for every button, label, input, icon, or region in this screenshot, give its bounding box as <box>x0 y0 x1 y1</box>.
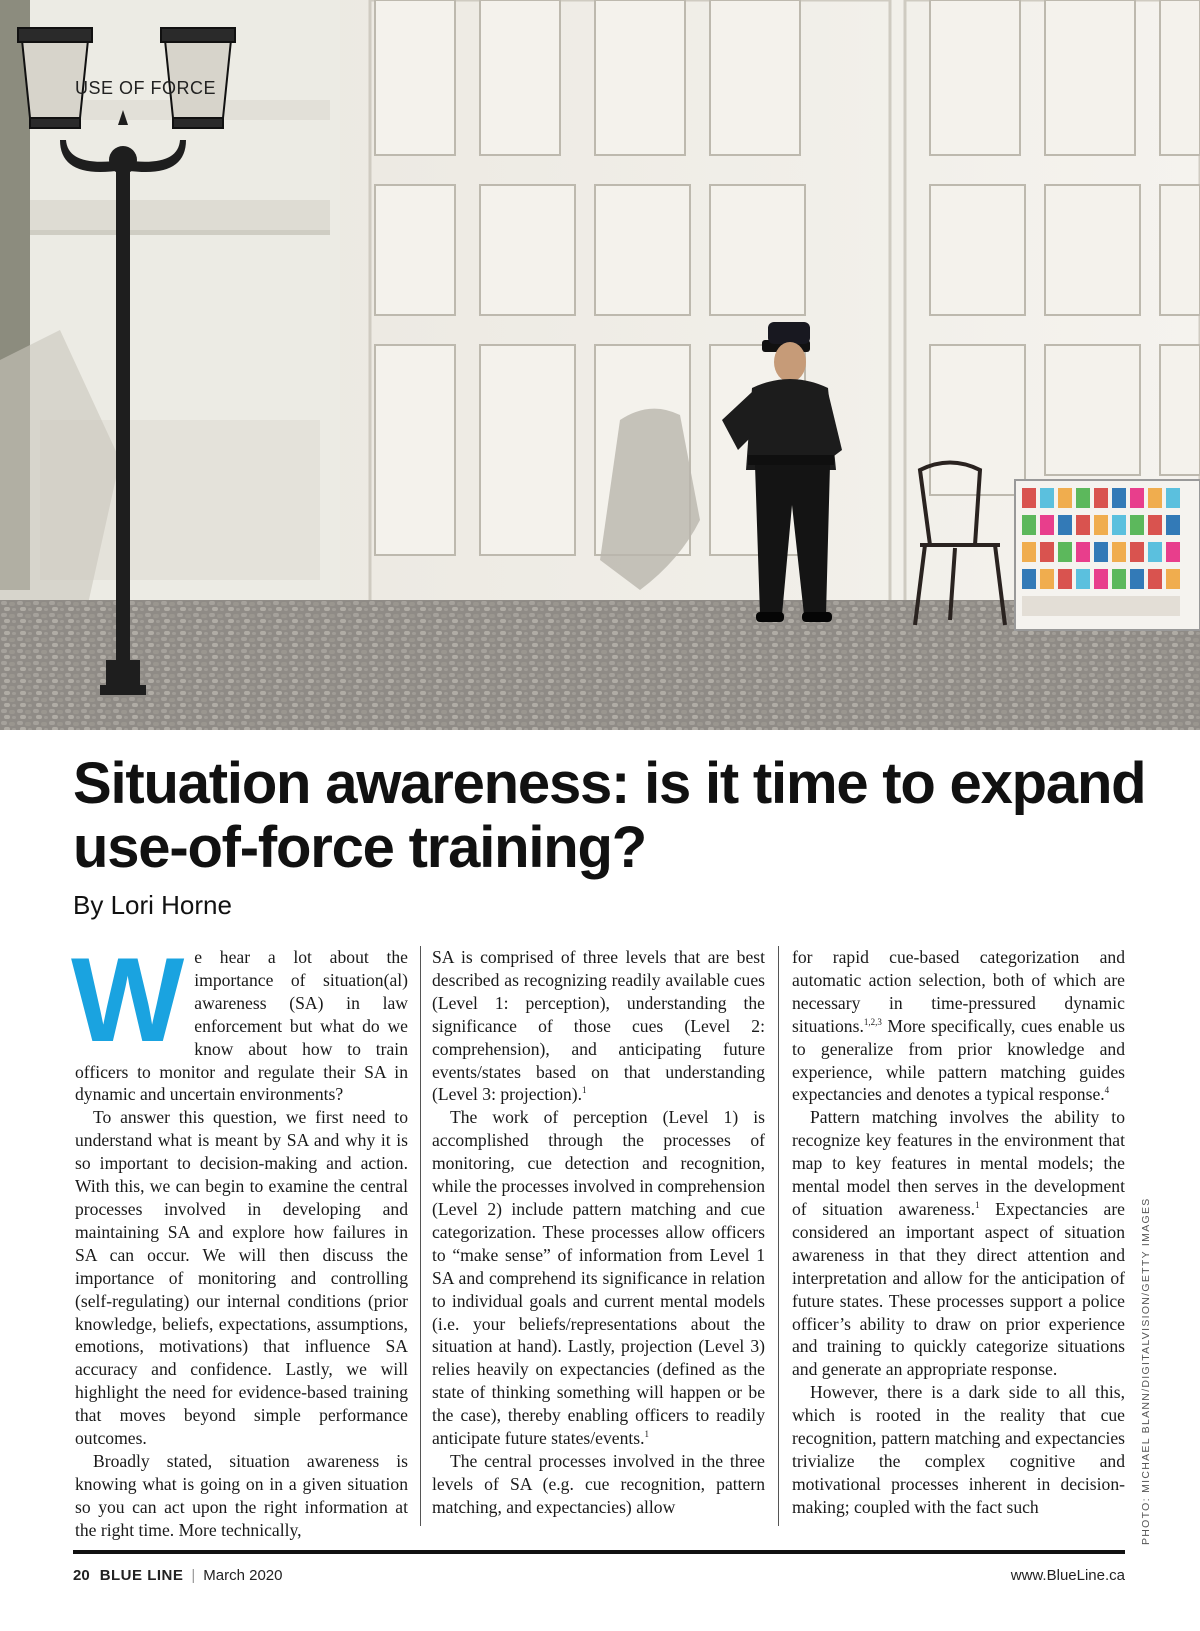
page-number: 20 <box>73 1567 90 1584</box>
column-divider <box>420 946 421 1526</box>
footer-left <box>73 1567 282 1584</box>
footnote-ref: 1,2,3 <box>863 1016 882 1027</box>
paragraph <box>792 1106 1125 1381</box>
paragraph <box>71 933 408 1106</box>
paragraph <box>432 1106 765 1450</box>
byline: By Lori Horne <box>73 890 232 920</box>
column-divider <box>778 946 779 1526</box>
paragraph-text: Pattern matching involves the ability to recognize key features in the environment that map to key features in mental models; the mental model then serves in the development of situation awareness. <box>792 1107 1125 1219</box>
hero-illustration <box>0 0 1200 730</box>
paragraph: Broadly stated, situation awareness is knowing what is going on in a given situation so you can act upon the right information at the right time. More technically, <box>75 1450 408 1540</box>
paragraph-text: SA is comprised of three levels that are best described as recognizing readily available cues (Level 1: perception), understanding the significance of those cues (Level 2: comprehension), and anticipating future events/states based on that understanding (Level 3: projection). <box>432 947 765 1105</box>
paragraph-text: for rapid cue-based categorization and automatic action selection, both of which are necessary in time-pressured dynamic situations. <box>792 947 1125 1036</box>
footer-separator: | <box>191 1567 196 1584</box>
drop-cap: W <box>71 933 185 1067</box>
article-column-2 <box>432 946 765 1516</box>
paragraph-text: The work of perception (Level 1) is accomplished through the processes of monitoring, cue detection and recognition, while the processes involved in comprehension (Level 2) include pattern matching and cue categorization. These processes allow officers to “make sense” of information from Level 1 SA and comprehend its significance in relation to individual goals and current mental models (i.e. your beliefs/representations about the situation at hand). Lastly, projection (Level 3) relies heavily on expectancies (defined as the state of thinking something will happen or be the case), thereby enabling officers to readily anticipate future states/events. <box>432 1107 765 1449</box>
paragraph: However, there is a dark side to all this, which is rooted in the reality that cue recognition, pattern matching and expectancies trivialize the complex cognitive and motivational processes inherent in decision-making; coupled with the fact such <box>792 1382 1125 1517</box>
paragraph <box>792 946 1125 1106</box>
footer-url[interactable]: www.BlueLine.ca <box>1010 1567 1125 1584</box>
article-headline: Situation awareness: is it time to expand use-of-force training? <box>73 751 1146 880</box>
footnote-ref: 4 <box>1104 1085 1110 1096</box>
paragraph: The central processes involved in the three levels of SA (e.g. cue recognition, pattern matching, and expectancies) allow <box>432 1450 765 1517</box>
paragraph-text: Expectancies are considered an important aspect of situation awareness in that they direct attention and interpretation and allow for the anticipation of future states. These processes support a police officer’s ability to draw on prior experience and training to quickly categorize situations and generate an appropriate response. <box>792 1198 1125 1380</box>
footnote-ref: 1 <box>581 1085 587 1096</box>
hero-photo <box>0 0 1200 730</box>
photo-credit: PHOTO: MICHAEL BLANN/DIGITALVISION/GETTY IMAGES <box>1140 1197 1152 1545</box>
paragraph-text: More specifically, cues enable us to generalize from prior knowledge and experience, while pattern matching guides expectancies and denotes a typical response. <box>792 1015 1125 1105</box>
footer-rule <box>73 1550 1125 1554</box>
section-tag: USE OF FORCE <box>75 78 217 98</box>
issue-date: March 2020 <box>203 1567 283 1584</box>
footnote-ref: 1 <box>975 1199 980 1210</box>
footnote-ref: 1 <box>644 1429 650 1440</box>
magazine-name: BLUE LINE <box>99 1567 184 1584</box>
paragraph <box>432 946 765 1106</box>
paragraph: To answer this question, we first need to understand what is meant by SA and why it is so important to decision-making and action. With this, we can begin to examine the central processes involved in developing and maintaining SA and explore how failures in SA can occur. We will then discuss the importance of monitoring and controlling (self-regulating) our internal conditions (prior knowledge, beliefs, expectations, assumptions, emotions, motivations) that influence SA accuracy and confidence. Lastly, we will highlight the need for evidence-based training that moves beyond simple performance outcomes. <box>75 1107 408 1449</box>
paragraph-text: e hear a lot about the importance of situation(al) awareness (SA) in law enforcement but what do we know about how to train officers to monitor and regulate their SA in dynamic and uncertain environments? <box>75 947 408 1105</box>
article-column-1 <box>71 933 408 1540</box>
article-column-3 <box>792 946 1125 1516</box>
